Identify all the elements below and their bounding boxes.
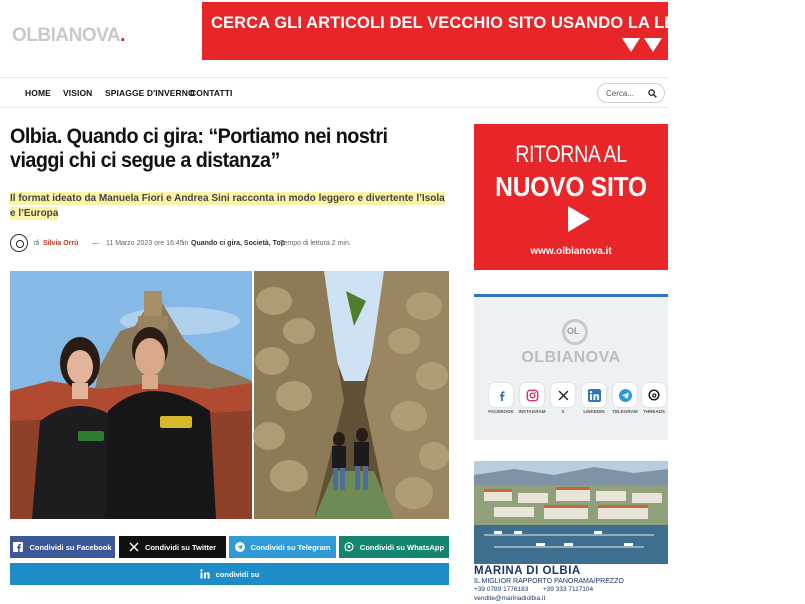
marina-photo-illustration <box>474 461 668 565</box>
meta-by: di <box>34 240 40 247</box>
site-logo-dot: . <box>120 25 125 46</box>
search-box <box>597 83 665 103</box>
ad3-tagline: IL MIGLIOR RAPPORTO PANORAMA/PREZZO <box>474 578 624 585</box>
share-telegram-label: Condividi su Telegram <box>250 542 331 552</box>
article-photo-castle <box>10 271 252 519</box>
ad2-logo-text: OLBIANOVA <box>521 349 621 366</box>
social-instagram[interactable] <box>520 383 544 407</box>
ad1-line2: NUOVO SITO <box>495 171 647 202</box>
banner-text: CERCA GLI ARTICOLI DEL VECCHIO SITO USANDO LA LENTE QUI SOTTO <box>211 14 805 32</box>
nav-item-vision[interactable]: VISION <box>63 88 93 98</box>
telegram-icon <box>235 542 245 552</box>
share-facebook-button[interactable] <box>10 536 115 558</box>
facebook-icon <box>13 542 23 552</box>
nav-item-home[interactable]: HOME <box>25 88 51 98</box>
threads-icon <box>648 389 660 401</box>
share-whatsapp-label: Condividi su WhatsApp <box>359 542 445 552</box>
social-telegram[interactable] <box>613 383 637 407</box>
site-logo-text: OLBIANOVA <box>12 25 121 46</box>
main-nav <box>0 77 668 108</box>
share-whatsapp-button[interactable] <box>339 536 449 558</box>
social-label-threads: THREADS <box>643 409 665 414</box>
article-date: 11 Marzo 2023 ore 16:45 <box>106 240 184 247</box>
x-icon <box>129 542 139 552</box>
olbianova-logo-icon <box>562 319 588 345</box>
article-subtitle <box>10 191 450 221</box>
ad1-line1: RITORNA AL <box>515 141 627 168</box>
ad3-email: vendite@marinadiolbia.it <box>474 595 546 602</box>
article-subtitle-text: Il format ideato da Manuela Fiori e Andrea Sini racconta in modo leggero e divertente l’Isola e l’Europa <box>10 193 445 219</box>
ad-return-new-site[interactable] <box>474 124 668 270</box>
share-facebook-label: Condividi su Facebook <box>29 542 112 552</box>
play-icon <box>568 206 590 232</box>
site-logo[interactable] <box>12 25 125 47</box>
share-telegram-button[interactable] <box>229 536 336 558</box>
social-label-facebook: FACEBOOK <box>488 409 514 414</box>
search-input[interactable] <box>606 87 646 99</box>
social-facebook[interactable] <box>489 383 513 407</box>
meta-in: in <box>183 240 189 247</box>
linkedin-icon <box>588 389 601 402</box>
ad-olbianova-social <box>474 294 668 440</box>
share-twitter-label: Condividi su Twitter <box>144 542 217 552</box>
nuraghe-photo-illustration <box>254 271 449 519</box>
banner-arrows <box>622 38 662 52</box>
search-icon[interactable] <box>648 89 657 98</box>
ad3-phones: +39 0789 1776183 +39 333 7117104 <box>474 586 594 593</box>
social-label-telegram: TELEGRAM <box>612 409 638 414</box>
facebook-icon <box>495 389 507 401</box>
social-label-instagram: INSTAGRAM <box>518 409 546 414</box>
castle-photo-illustration <box>10 271 252 519</box>
social-label-x: X <box>561 409 565 414</box>
author-avatar[interactable] <box>10 234 28 252</box>
ad-marina-di-olbia[interactable] <box>474 461 668 604</box>
share-twitter-button[interactable] <box>119 536 226 558</box>
share-linkedin-button[interactable] <box>10 563 449 585</box>
ad1-url: www.olbianova.it <box>530 246 612 257</box>
x-icon <box>558 390 569 401</box>
linkedin-icon <box>200 569 210 579</box>
social-linkedin[interactable] <box>582 383 606 407</box>
article-categories[interactable]: Quando ci gira, Società, Top <box>191 240 285 247</box>
social-label-linkedin: LINKEDIN <box>583 409 605 414</box>
nav-item-spiagge-d-inverno[interactable]: SPIAGGE D'INVERNO <box>105 88 195 98</box>
telegram-icon <box>619 389 632 402</box>
meta-separator: — <box>92 240 99 247</box>
share-linkedin-label: condividi su <box>215 569 260 579</box>
reading-time: Tempo di lettura 2 min. <box>280 240 351 247</box>
author-link[interactable]: Silvia Orrù <box>43 240 79 247</box>
nav-item-contatti[interactable]: CONTATTI <box>190 88 233 98</box>
site-header <box>0 0 805 76</box>
social-x[interactable] <box>551 383 575 407</box>
arrow-down-icon <box>622 38 640 52</box>
arrow-down-icon <box>644 38 662 52</box>
old-site-search-banner[interactable] <box>202 2 805 60</box>
instagram-icon <box>526 389 539 402</box>
article-photo-nuraghe <box>254 271 449 519</box>
ad3-title: MARINA DI OLBIA <box>474 565 581 577</box>
whatsapp-icon <box>344 542 354 552</box>
social-threads[interactable] <box>642 383 666 407</box>
article-title: Olbia. Quando ci gira: “Portiamo nei nostri viaggi chi ci segue a distanza” <box>10 124 388 172</box>
article-meta <box>10 234 450 252</box>
